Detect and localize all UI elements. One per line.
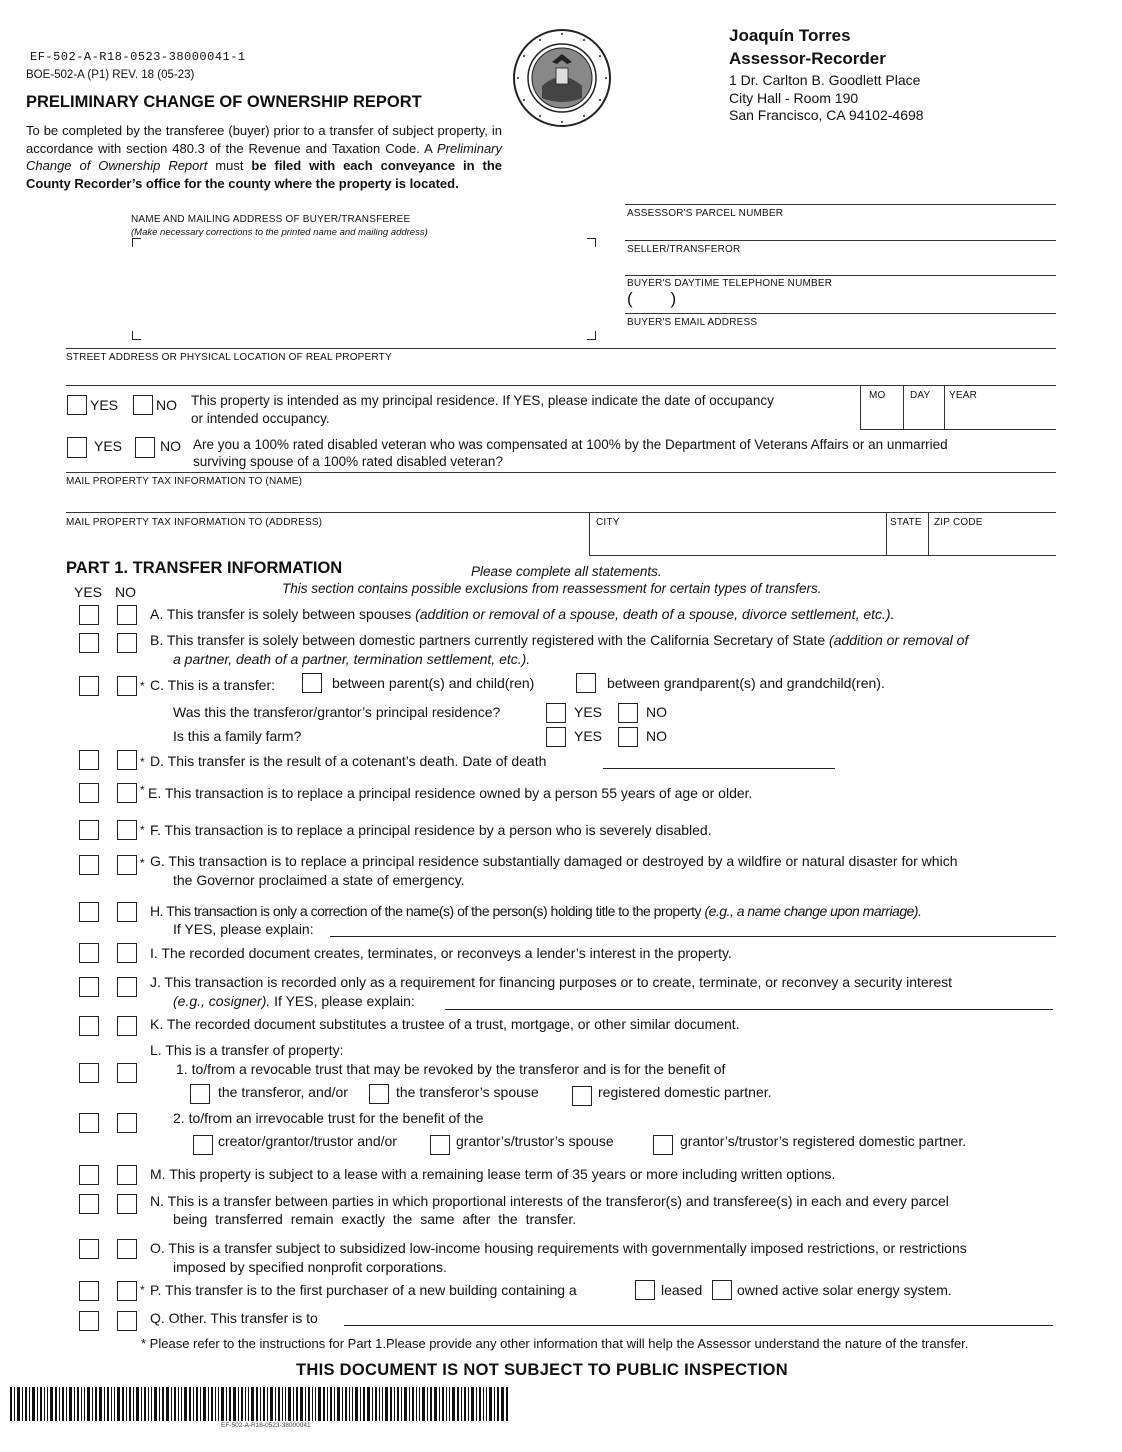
item-c-q1-yes-label: YES [574,704,603,720]
city-field[interactable] [590,530,886,554]
zip-label: ZIP CODE [934,517,983,528]
occupancy-date-field[interactable] [861,402,1056,429]
street-label: STREET ADDRESS OR PHYSICAL LOCATION OF REAL PROPERTY [66,352,392,363]
item-k-no-checkbox[interactable] [117,1016,137,1036]
item-d-text: D. This transfer is the result of a cotenant’s death. Date of death [150,753,547,769]
item-l1-partner-label: registered domestic partner. [598,1084,772,1100]
item-c-q1-yes-checkbox[interactable] [546,703,566,723]
phone-field[interactable]: ( ) [627,289,677,308]
item-j-explain-field[interactable] [445,995,1053,1010]
email-label: BUYER'S EMAIL ADDRESS [627,317,758,328]
veteran-no-checkbox[interactable] [135,437,155,458]
veteran-yes-checkbox[interactable] [67,437,87,458]
item-p-leased-checkbox[interactable] [635,1280,655,1300]
item-a-text: A. This transfer is solely between spouses (addition or removal of a spouse, death of a spouse, divorce settlement, etc.). [150,606,895,622]
item-b-text-line1: B. This transfer is solely between domestic partners currently registered with the California Secretary of State (addition or removal of [150,632,969,648]
item-h-text-line1: H. This transaction is only a correction of the name(s) of the person(s) holding title to the property (e.g., a name change upon marriage). [150,903,922,919]
street-field[interactable] [66,364,1056,385]
item-q-no-checkbox[interactable] [117,1311,137,1331]
item-l1-no-checkbox[interactable] [117,1063,137,1083]
residence-no-label: NO [156,397,177,413]
item-p-no-checkbox[interactable] [117,1281,137,1301]
item-f-no-checkbox[interactable] [117,820,137,840]
residence-no-checkbox[interactable] [133,395,153,415]
assessor-title: Assessor-Recorder [729,49,886,68]
item-l1-text: 1. to/from a revocable trust that may be revoked by the transferor and is for the benefit of [176,1061,726,1077]
item-j-yes-checkbox[interactable] [79,977,99,997]
item-l2-spouse-checkbox[interactable] [430,1135,450,1155]
item-q-text: Q. Other. This transfer is to [150,1310,318,1326]
item-a-no-checkbox[interactable] [117,605,137,625]
item-j-text-line2: (e.g., cosigner). If YES, please explain: [173,993,415,1009]
item-l2-creator-label: creator/grantor/trustor and/or [218,1133,397,1149]
month-label: MO [869,390,886,401]
item-l2-partner-label: grantor’s/trustor’s registered domestic partner. [680,1133,967,1149]
item-p-leased-label: leased [661,1282,703,1298]
item-j-no-checkbox[interactable] [117,977,137,997]
item-c-parent-child-label: between parent(s) and child(ren) [332,675,535,691]
item-l1-yes-checkbox[interactable] [79,1063,99,1083]
residence-yes-label: YES [90,397,119,413]
item-n-no-checkbox[interactable] [117,1194,137,1214]
item-c-asterisk: * [140,679,145,693]
item-h-text-line2: If YES, please explain: [173,921,314,937]
item-c-q2-yes-label: YES [574,728,603,744]
item-k-text: K. The recorded document substitutes a trustee of a trust, mortgage, or other similar document. [150,1016,740,1032]
form-id: EF-502-A-R18-0523-38000041-1 [30,50,246,64]
item-l2-no-checkbox[interactable] [117,1113,137,1133]
apn-label: ASSESSOR'S PARCEL NUMBER [627,208,784,219]
item-d-no-checkbox[interactable] [117,750,137,770]
year-label: YEAR [949,390,978,401]
part1-title: PART 1. TRANSFER INFORMATION [66,559,343,577]
item-c-question-1: Was this the transferor/grantor’s principal residence? [173,704,501,720]
city-seal [512,28,612,128]
form-revision: BOE-502-A (P1) REV. 18 (05-23) [26,69,195,81]
item-l1-transferor-label: the transferor, and/or [218,1084,348,1100]
item-h-no-checkbox[interactable] [117,902,137,922]
item-l-text: L. This is a transfer of property: [150,1042,344,1058]
state-field[interactable] [887,530,928,554]
item-l2-spouse-label: grantor’s/trustor’s spouse [456,1133,614,1149]
item-p-owned-checkbox[interactable] [712,1280,732,1300]
item-h-explain-field[interactable] [330,922,1056,937]
state-label: STATE [890,517,922,528]
item-f-asterisk: * [140,823,145,837]
phone-label: BUYER'S DAYTIME TELEPHONE NUMBER [627,278,833,289]
item-c-parent-child-checkbox[interactable] [302,673,322,693]
item-c-grandparent-checkbox[interactable] [576,673,596,693]
part1-footnote: * Please refer to the instructions for Part 1.Please provide any other information that will help the Assessor understand the nature of the transfer. [141,1336,969,1351]
residence-question-line1: This property is intended as my principal residence. If YES, please indicate the date of occupancy [191,393,774,408]
veteran-question-line1: Are you a 100% rated disabled veteran who was compensated at 100% by the Department of Veterans Affairs or an unmarried [193,437,948,452]
item-q-yes-checkbox[interactable] [79,1311,99,1331]
item-f-yes-checkbox[interactable] [79,820,99,840]
item-c-grandparent-label: between grandparent(s) and grandchild(ren). [607,675,885,691]
item-p-text: P. This transfer is to the first purchaser of a new building containing a [150,1282,577,1298]
item-e-asterisk: * [140,783,145,797]
item-p-asterisk: * [140,1283,145,1297]
item-c-q1-no-checkbox[interactable] [618,703,638,723]
part1-instruction-1: Please complete all statements. [471,564,662,579]
item-h-yes-checkbox[interactable] [79,902,99,922]
item-b-yes-checkbox[interactable] [79,633,99,653]
veteran-yes-label: YES [94,438,123,454]
assessor-address-3: San Francisco, CA 94102-4698 [729,107,924,123]
item-i-text: I. The recorded document creates, terminates, or reconveys a lender’s interest in the property. [150,945,732,961]
item-l1-partner-checkbox[interactable] [572,1086,592,1106]
item-c-text: C. This is a transfer: [150,677,276,693]
email-field[interactable] [625,329,1056,348]
item-c-q2-no-checkbox[interactable] [618,727,638,747]
public-inspection-notice: THIS DOCUMENT IS NOT SUBJECT TO PUBLIC INSPECTION [296,1361,789,1379]
item-o-text-line2: imposed by specified nonprofit corporations. [173,1259,447,1275]
no-column-header: NO [115,584,136,600]
buyer-name-note: (Make necessary corrections to the printed name and mailing address) [131,227,428,238]
item-c-q2-no-label: NO [646,728,667,744]
item-a-yes-checkbox[interactable] [79,605,99,625]
buyer-name-label: NAME AND MAILING ADDRESS OF BUYER/TRANSFEREE [131,214,411,225]
item-l1-transferor-checkbox[interactable] [190,1084,210,1104]
date-of-death-field[interactable] [603,752,835,769]
yes-column-header: YES [74,584,103,600]
item-e-yes-checkbox[interactable] [79,783,99,803]
item-m-yes-checkbox[interactable] [79,1165,99,1185]
item-c-q2-yes-checkbox[interactable] [546,727,566,747]
mail-name-field[interactable] [66,488,1056,512]
item-l1-spouse-label: the transferor’s spouse [396,1084,539,1100]
item-n-yes-checkbox[interactable] [79,1194,99,1214]
item-m-no-checkbox[interactable] [117,1165,137,1185]
city-label: CITY [596,517,620,528]
item-d-asterisk: * [140,755,145,769]
intro-text: To be completed by the transferee (buyer) prior to a transfer of subject property, in accordance with section 480.3 of the Revenue and Taxation Code. A Preliminary Change of Ownership Report must be filed with each conveyance in the County Recorder’s office for the county where the property is located. [26,123,502,191]
day-label: DAY [910,390,931,401]
address-window[interactable] [132,238,596,340]
item-o-yes-checkbox[interactable] [79,1239,99,1259]
item-p-owned-label: owned active solar energy system. [737,1282,952,1298]
item-f-text: F. This transaction is to replace a principal residence by a person who is severely disabled. [150,822,712,838]
item-m-text: M. This property is subject to a lease with a remaining lease term of 35 years or more including written options. [150,1166,836,1182]
item-j-text-line1: J. This transaction is recorded only as a requirement for financing purposes or to create, terminate, or reconvey a security interest [150,974,953,990]
barcode-text: EF-502-A-R18-0523-38000041 [221,1422,311,1429]
item-l2-creator-checkbox[interactable] [193,1135,213,1155]
assessor-address-2: City Hall - Room 190 [729,90,859,106]
item-g-no-checkbox[interactable] [117,855,137,875]
residence-question-line2: or intended occupancy. [191,411,330,426]
veteran-question-line2: surviving spouse of a 100% rated disabled veteran? [193,454,503,469]
item-e-no-checkbox[interactable] [117,783,137,803]
form-title: PRELIMINARY CHANGE OF OWNERSHIP REPORT [26,93,422,111]
item-g-text-line1: G. This transaction is to replace a principal residence substantially damaged or destroyed by a wildfire or natural disaster for which [150,853,958,869]
item-l2-yes-checkbox[interactable] [79,1113,99,1133]
mail-address-label: MAIL PROPERTY TAX INFORMATION TO (ADDRESS) [66,517,323,528]
item-b-text-line2: a partner, death of a partner, termination settlement, etc.). [173,651,531,667]
veteran-no-label: NO [160,438,181,454]
zip-field[interactable] [929,530,1056,554]
item-l1-spouse-checkbox[interactable] [369,1084,389,1104]
item-n-text-line1: N. This is a transfer between parties in which proportional interests of the transferor(s) and transferee(s) in each and every parcel [150,1193,949,1209]
item-g-text-line2: the Governor proclaimed a state of emergency. [173,872,465,888]
assessor-address-1: 1 Dr. Carlton B. Goodlett Place [729,72,921,88]
item-c-yes-checkbox[interactable] [79,676,99,696]
seller-field[interactable] [625,256,1056,275]
mail-name-label: MAIL PROPERTY TAX INFORMATION TO (NAME) [66,476,303,487]
item-e-text: E. This transaction is to replace a principal residence owned by a person 55 years of age or older. [148,785,753,801]
item-i-yes-checkbox[interactable] [79,943,99,963]
item-l2-text: 2. to/from an irrevocable trust for the benefit of the [173,1110,484,1126]
item-c-question-2: Is this a family farm? [173,728,302,744]
item-k-yes-checkbox[interactable] [79,1016,99,1036]
item-p-yes-checkbox[interactable] [79,1281,99,1301]
item-c-no-checkbox[interactable] [117,676,137,696]
assessor-name: Joaquín Torres [729,26,851,45]
item-q-other-field[interactable] [344,1311,1053,1326]
mail-address-field[interactable] [66,530,588,554]
item-b-no-checkbox[interactable] [117,633,137,653]
barcode [10,1387,508,1421]
item-l2-partner-checkbox[interactable] [653,1135,673,1155]
item-o-text-line1: O. This is a transfer subject to subsidized low-income housing requirements with governmentally imposed restrictions, or restrictions [150,1240,967,1256]
apn-field[interactable] [625,220,1056,240]
item-g-asterisk: * [140,856,145,870]
item-n-text-line2: being transferred remain exactly the same after the transfer. [173,1211,577,1227]
seller-label: SELLER/TRANSFEROR [627,244,741,255]
item-d-yes-checkbox[interactable] [79,750,99,770]
part1-instruction-2: This section contains possible exclusions from reassessment for certain types of transfers. [282,581,822,596]
residence-yes-checkbox[interactable] [67,395,87,415]
item-c-q1-no-label: NO [646,704,667,720]
item-i-no-checkbox[interactable] [117,943,137,963]
item-o-no-checkbox[interactable] [117,1239,137,1259]
item-g-yes-checkbox[interactable] [79,855,99,875]
